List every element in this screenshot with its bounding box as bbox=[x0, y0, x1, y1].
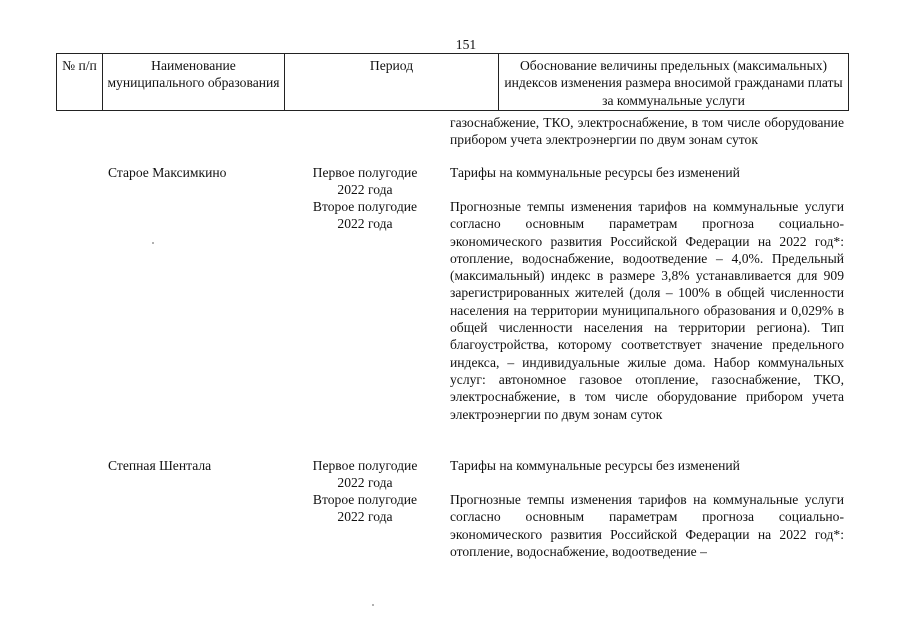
continued-basis-text: газоснабжение, ТКО, электроснабжение, в том числе оборудование прибором учета электроэнергии по двум зонам суток bbox=[450, 115, 844, 148]
page-number: 151 bbox=[455, 37, 477, 52]
row-first-period: Первое полугодие 2022 года bbox=[312, 165, 418, 198]
row-first-basis: Тарифы на коммунальные ресурсы без изменений bbox=[450, 458, 740, 473]
row-second-basis: Прогнозные темпы изменения тарифов на коммунальные услуги согласно основным параметрам прогноза социально-экономического развития Российской Федерации на 2022 год*: отопление, водоснабжение, водоотведение – bbox=[450, 492, 844, 559]
row-second-basis: Прогнозные темпы изменения тарифов на коммунальные услуги согласно основным параметрам прогноза социально-экономического развития Российской Федерации на 2022 год*: отопление, водоснабжение, водоотведение – 4,0%. Предельный (максимальный) индекс в размере 3,8% устанавливается для 909 зарегистрированных жителей (доля – 100% в общей численности населения на территории муниципального образования и 0,029% в общей численности населения на территории региона). Тип благоустройства, которому соответствует значение предельного индекса, – индивидуальные жилые дома. Набор коммунальных услуг: автономное газовое отопление, газоснабжение, ТКО, электроснабжение, в том числе оборудование прибором учета электроэнергии по двум зонам суток bbox=[450, 199, 844, 422]
row-municipality-name: Степная Шентала bbox=[108, 458, 212, 473]
header-cell-municipality: Наименование муниципального образования bbox=[103, 54, 285, 110]
header-cell-number: № п/п bbox=[57, 54, 103, 110]
table-header bbox=[56, 53, 849, 111]
scan-speck bbox=[152, 242, 154, 244]
row-first-period: Первое полугодие 2022 года bbox=[312, 458, 418, 491]
row-second-period: Второе полугодие 2022 года bbox=[312, 492, 418, 525]
header-cell-basis: Обоснование величины предельных (максимальных) индексов изменения размера вносимой гражданами платы за коммунальные услуги bbox=[504, 58, 843, 108]
scan-speck bbox=[372, 604, 374, 606]
header-cell-period: Период bbox=[285, 54, 499, 110]
row-municipality-name: Старое Максимкино bbox=[108, 165, 227, 180]
row-second-period: Второе полугодие 2022 года bbox=[312, 199, 418, 232]
row-first-basis: Тарифы на коммунальные ресурсы без изменений bbox=[450, 165, 740, 180]
